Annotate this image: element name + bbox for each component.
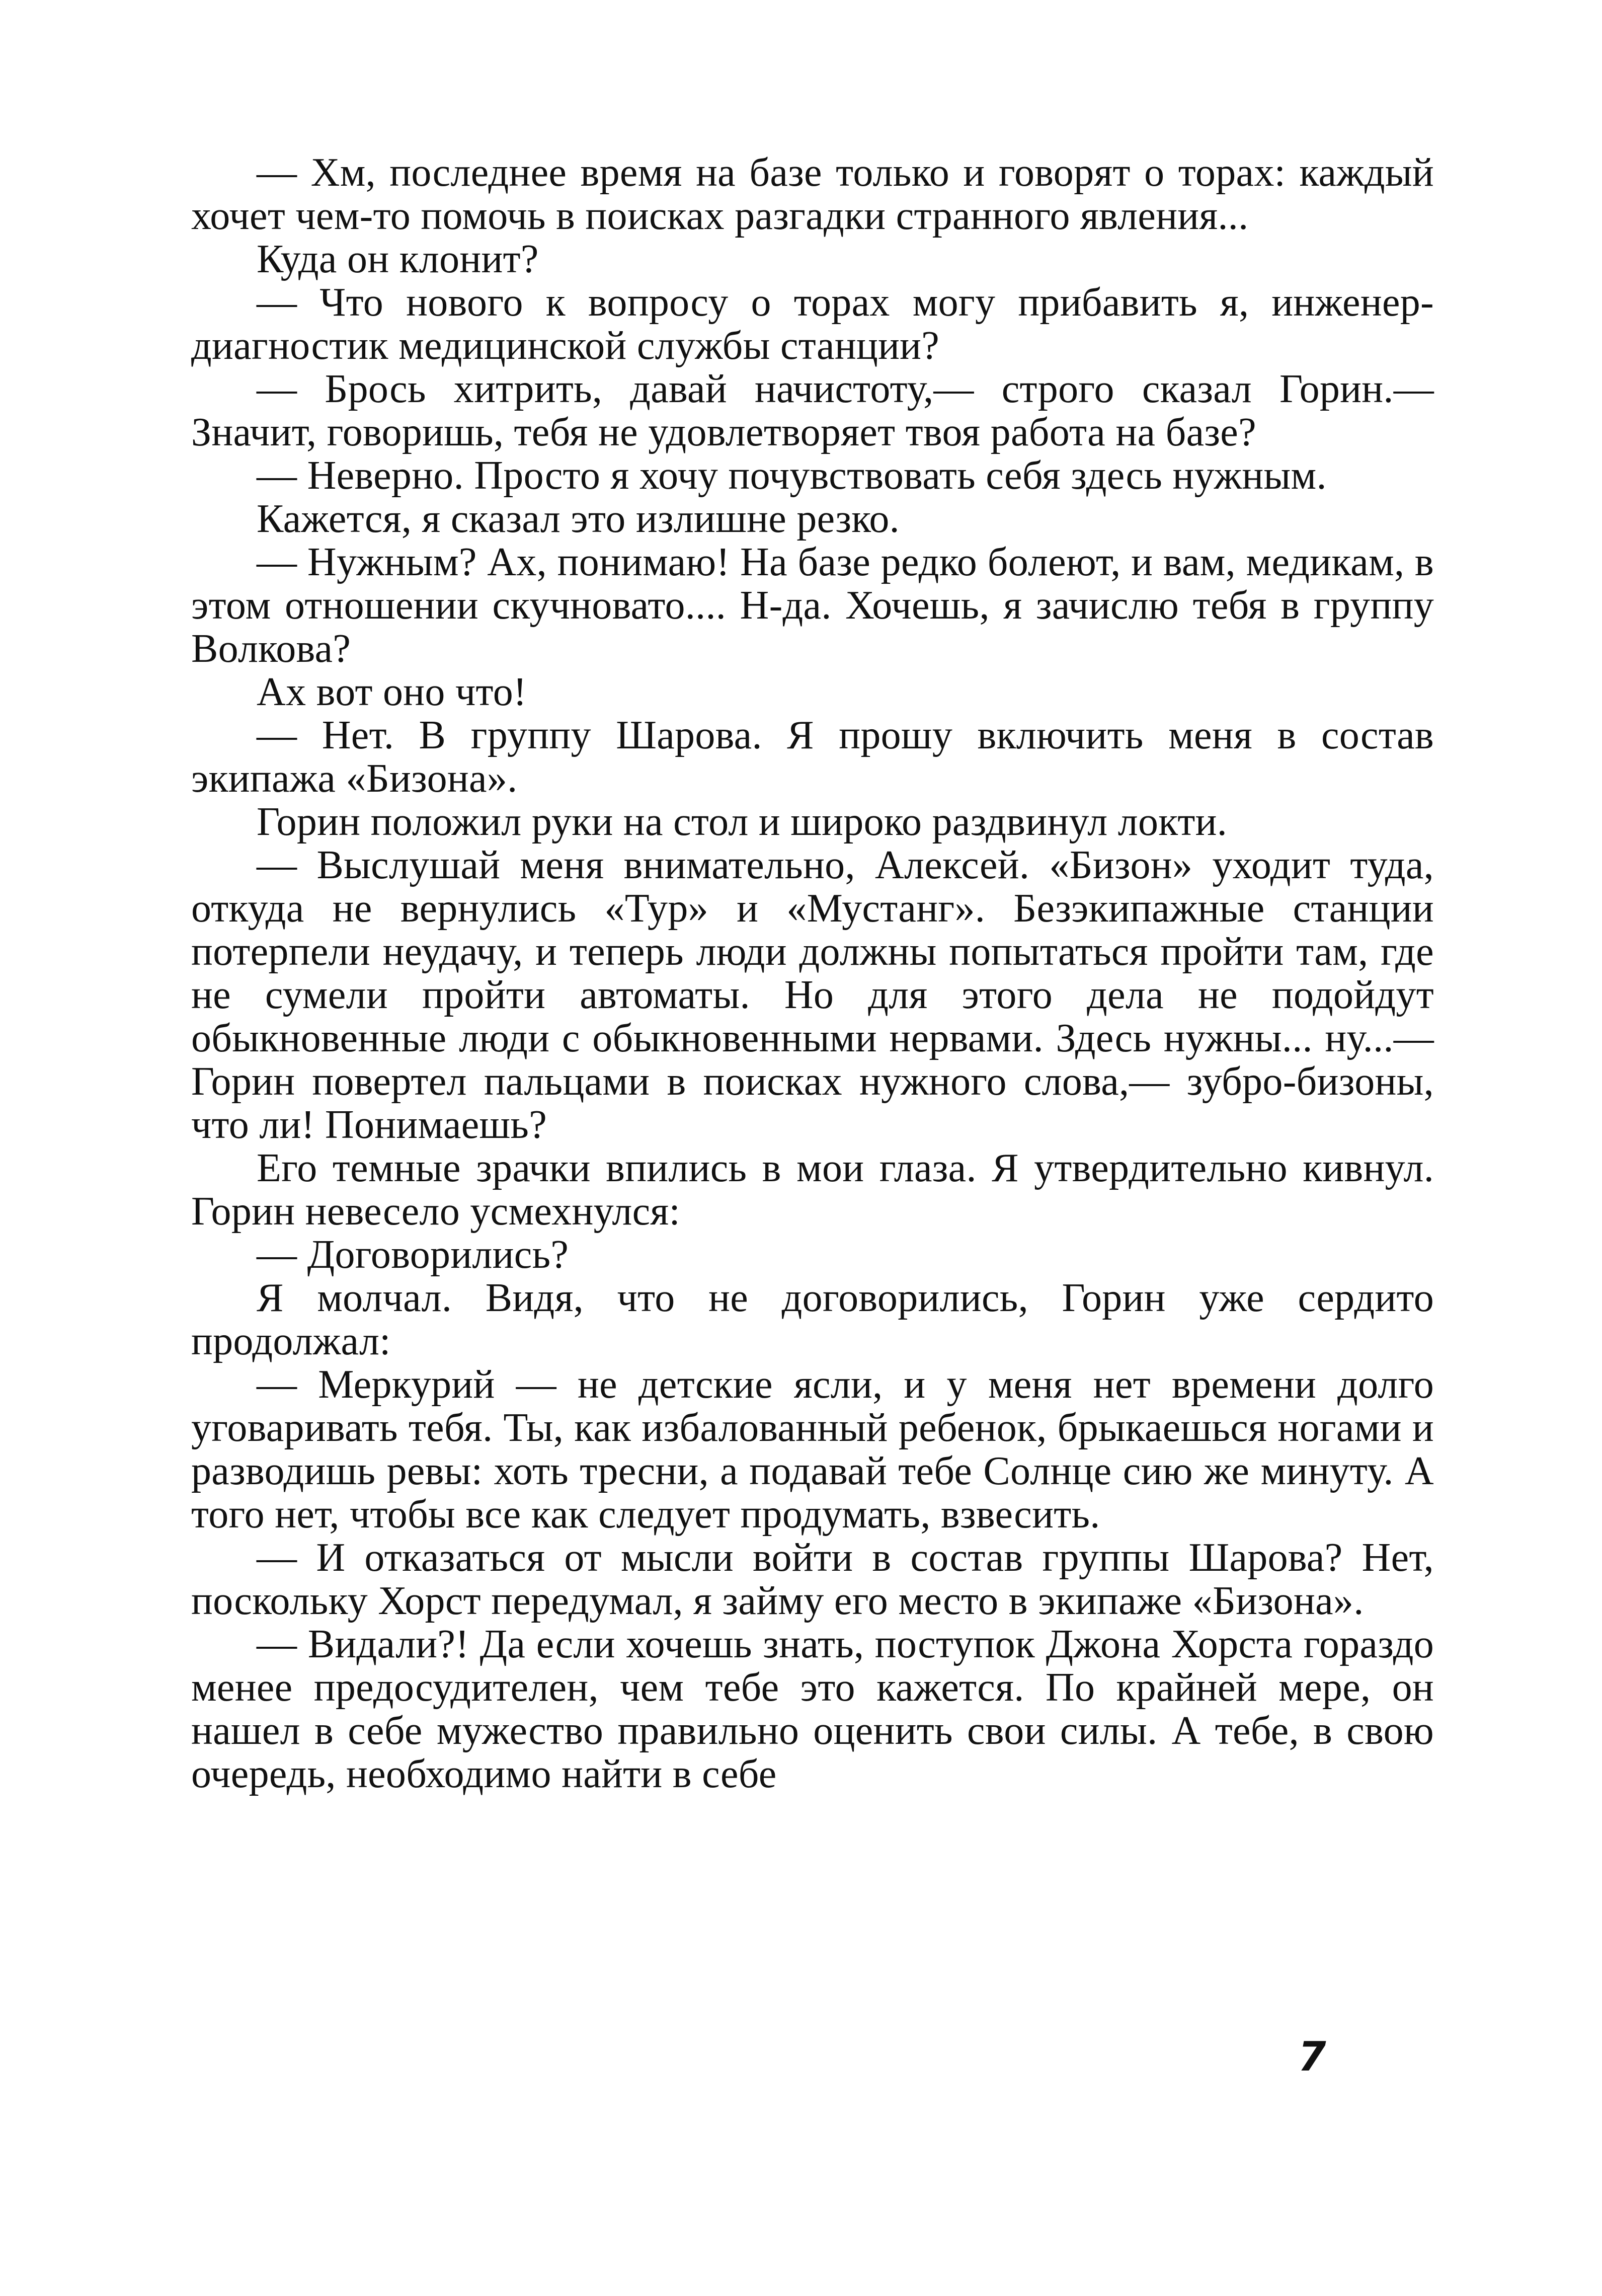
paragraph-12: Его темные зрачки впились в мои глаза. Я утвердительно кивнул. Горин невесело усмехнулся: xyxy=(191,1146,1434,1234)
paragraph-6: Кажется, я сказал это излишне резко. xyxy=(257,497,900,541)
paragraph-13: — Договорились? xyxy=(257,1233,569,1277)
page-body xyxy=(191,151,1434,1796)
paragraph-8: Ах вот оно что! xyxy=(257,670,527,714)
paragraph-7: — Нужным? Ах, понимаю! На базе редко болеют, и вам, медикам, в этом отношении скучновато.... Н-да. Хочешь, я зачислю тебя в группу Волкова? xyxy=(191,540,1434,671)
paragraph-15: — Меркурий — не детские ясли, и у меня нет времени долго уговаривать тебя. Ты, как избалованный ребенок, брыкаешься ногами и разводишь ревы: хоть тресни, а подавай тебе Солнце сию же минуту. А того нет, чтобы все как следует продумать, взвесить. xyxy=(191,1362,1434,1537)
paragraph-1: — Хм, последнее время на базе только и говорят о торах: каждый хочет чем-то помочь в поисках разгадки странного явления... xyxy=(191,150,1434,238)
paragraph-11: — Выслушай меня внимательно, Алексей. «Бизон» уходит туда, откуда не вернулись «Тур» и «Мустанг». Безэкипажные станции потерпели неудачу, и теперь люди должны попытаться пройти там, где не сумели пройти автоматы. Но для этого дела не подойдут обыкновенные люди с обыкновенными нервами. Здесь нужны... ну...— Горин повертел пальцами в поисках нужного слова,— зубро-бизоны, что ли! Понимаешь? xyxy=(191,843,1434,1147)
paragraph-9: — Нет. В группу Шарова. Я прошу включить меня в состав экипажа «Бизона». xyxy=(191,713,1434,801)
paragraph-2: Куда он клонит? xyxy=(257,237,539,281)
paragraph-5: — Неверно. Просто я хочу почувствовать себя здесь нужным. xyxy=(257,453,1327,498)
page-number: 7 xyxy=(1298,2033,1326,2080)
paragraph-3: — Что нового к вопросу о торах могу прибавить я, инженер-диагностик медицинской службы станции? xyxy=(191,280,1434,368)
paragraph-14: Я молчал. Видя, что не договорились, Горин уже сердито продолжал: xyxy=(191,1276,1434,1363)
paragraph-17: — Видали?! Да если хочешь знать, поступок Джона Хорста гораздо менее предосудителен, чем тебе это кажется. По крайней мере, он нашел в себе мужество правильно оценить свои силы. А тебе, в свою очередь, необходимо найти в себе xyxy=(191,1622,1434,1796)
paragraph-4: — Брось хитрить, давай начистоту,— строго сказал Горин.— Значит, говоришь, тебя не удовлетворяет твоя работа на базе? xyxy=(191,367,1434,454)
paragraph-16: — И отказаться от мысли войти в состав группы Шарова? Нет, поскольку Хорст передумал, я займу его место в экипаже «Бизона». xyxy=(191,1536,1434,1623)
paragraph-10: Горин положил руки на стол и широко раздвинул локти. xyxy=(257,800,1228,844)
